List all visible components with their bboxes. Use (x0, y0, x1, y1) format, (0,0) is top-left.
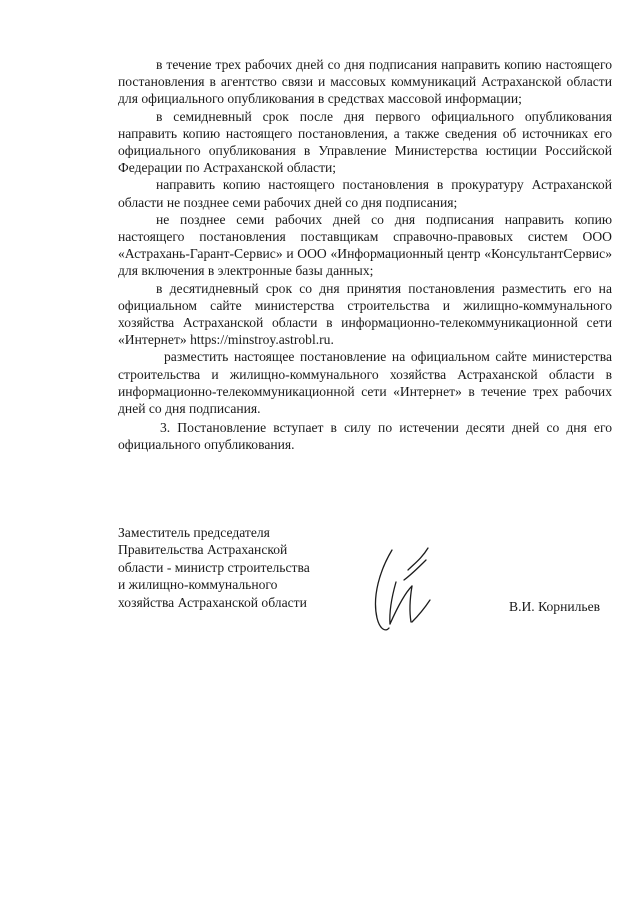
signatory-name: В.И. Корнильев (509, 599, 601, 614)
paragraph-ministry-of-justice: в семидневный срок после дня первого официального опубликования направить копию настоящего постановления, а также сведения об источниках его официального опубликования в Управление Министерства юстиции Российской Федерации по Астраханской области; (118, 108, 612, 176)
signatory-position-line: Правительства Астраханской (118, 542, 288, 558)
signatory-position-line: и жилищно-коммунального (118, 577, 278, 593)
document-body (118, 56, 612, 454)
paragraph-prosecutor: направить копию настоящего постановления в прокуратуру Астраханской области не позднее семи рабочих дней со дня подписания; (118, 177, 612, 210)
paragraph-legal-systems: не позднее семи рабочих дней со дня подписания направить копию настоящего постановления поставщикам справочно-правовых систем ООО «Астрахань-Гарант-Сервис» и ООО «Информационный центр «КонсультантСервис» для включения в электронные базы данных; (118, 211, 612, 279)
signatory-position-line: хозяйства Астраханской области (118, 594, 307, 610)
signatory-position-line: области - министр строительства (118, 559, 310, 575)
paragraph-effective-date: 3. Постановление вступает в силу по истечении десяти дней со дня его официального опубликования. (118, 420, 612, 453)
signatory-position-line: Заместитель председателя (118, 525, 270, 540)
signatory-position (118, 524, 310, 611)
handwritten-signature (368, 540, 448, 636)
paragraph-ten-day-website: в десятидневный срок со дня принятия постановления разместить его на официальном сайте министерства строительства и жилищно-коммунального хозяйства Астраханской области в информационно-телекоммуникационной сети «Интернет» https://minstroy.astrobl.ru. (118, 280, 612, 348)
paragraph-website-placement: разместить настоящее постановление на официальном сайте министерства строительства и жилищно-коммунального хозяйства Астраханской области в информационно-телекоммуникационной сети «Интернет» в течение трех рабочих дней со дня подписания. (118, 349, 612, 417)
paragraph-publication-agency: в течение трех рабочих дней со дня подписания направить копию настоящего постановления в агентство связи и массовых коммуникаций Астраханской области для официального опубликования в средствах массовой информации; (118, 57, 612, 107)
